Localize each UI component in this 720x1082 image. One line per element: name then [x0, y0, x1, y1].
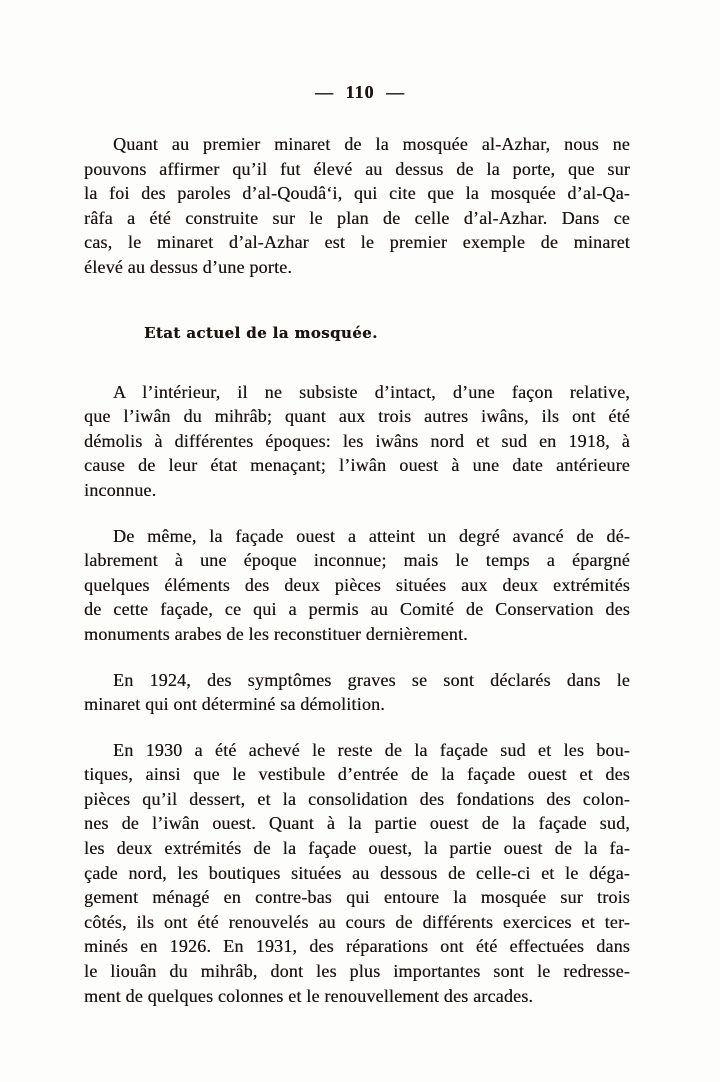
text-line: labrement à une époque inconnue; mais le temps a épargné: [84, 550, 630, 571]
text-line: la foi des paroles d’al-Qoudâ‘i, qui cite que la mosquée d’al-Qa-: [84, 183, 630, 204]
page-number: — 110 —: [314, 82, 405, 102]
text-line: minaret qui ont déterminé sa démolition.: [84, 694, 385, 715]
text-line: minés en 1926. En 1931, des réparations ont été effectuées dans: [84, 936, 630, 957]
text-line: En 1924, des symptômes graves se sont déclarés dans le: [113, 669, 630, 690]
text-line: pouvons affirmer qu’il fut élevé au dessus de la porte, que sur: [84, 158, 630, 179]
text-line: A l’intérieur, il ne subsiste d’intact, d’une façon relative,: [113, 381, 630, 402]
text-line: cause de leur état menaçant; l’iwân ouest à une date antérieure: [84, 455, 630, 476]
text-line: pièces qu’il dessert, et la consolidation des fondations des colon-: [84, 788, 630, 809]
text-line: râfa a été construite sur le plan de celle d’al-Azhar. Dans ce: [84, 207, 630, 228]
section-heading: Etat actuel de la mosquée.: [144, 323, 378, 342]
text-line: çade nord, les boutiques situées au dessous de celle-ci et le déga-: [84, 862, 630, 883]
paragraph: [84, 738, 630, 1009]
text-line: De même, la façade ouest a atteint un degré avancé de dé-: [113, 525, 630, 546]
paragraph: [84, 524, 630, 647]
text-line: démolis à différentes époques: les iwâns nord et sud en 1918, à: [84, 430, 630, 451]
page-content: [84, 132, 630, 1008]
text-line: de cette façade, ce qui a permis au Comité de Conservation des: [84, 599, 630, 620]
text-line: le liouân du mihrâb, dont les plus importantes sont le redresse-: [84, 961, 630, 982]
text-line: élevé au dessus d’une porte.: [84, 256, 293, 277]
paragraph: [84, 380, 630, 503]
text-line: quelques éléments des deux pièces situées aux deux extrémités: [84, 574, 630, 595]
text-line: tiques, ainsi que le vestibule d’entrée de la façade ouest et des: [84, 764, 630, 785]
text-line: gement ménagé en contre-bas qui entoure la mosquée sur trois: [84, 887, 630, 908]
text-line: les deux extrémités de la façade ouest, la partie ouest de la fa-: [84, 838, 630, 859]
paragraph: [84, 132, 630, 280]
text-line: côtés, ils ont été renouvelés au cours de différents exercices et ter-: [84, 911, 630, 932]
text-line: inconnue.: [84, 479, 157, 500]
text-line: Quant au premier minaret de la mosquée al-Azhar, nous ne: [113, 134, 630, 154]
text-line: monuments arabes de les reconstituer dernièrement.: [84, 623, 468, 644]
text-line: nes de l’iwân ouest. Quant à la partie ouest de la façade sud,: [84, 813, 630, 834]
text-line: que l’iwân du mihrâb; quant aux trois autres iwâns, ils ont été: [84, 406, 630, 427]
text-line: ment de quelques colonnes et le renouvellement des arcades.: [84, 985, 534, 1006]
text-line: cas, le minaret d’al-Azhar est le premier exemple de minaret: [84, 232, 630, 253]
text-line: En 1930 a été achevé le reste de la façade sud et les bou-: [113, 739, 630, 760]
paragraph: [84, 668, 630, 717]
